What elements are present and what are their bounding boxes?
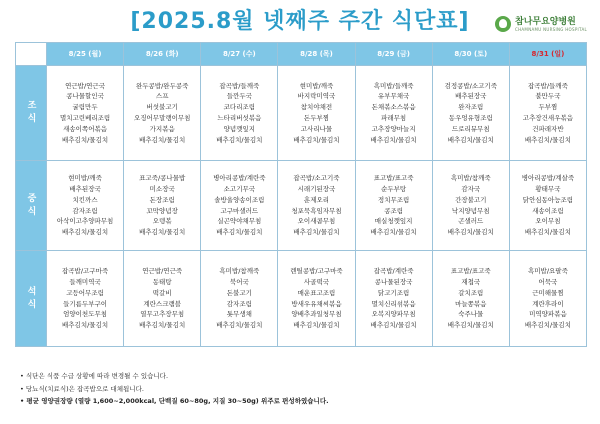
menu-item: 오이새콤무침 — [297, 217, 336, 226]
day-header-row — [16, 43, 587, 66]
menu-item: 양념깻잎지 — [223, 124, 256, 133]
day-header-sat: 8/30 (토) — [432, 43, 509, 66]
menu-cell-dinner-wed — [201, 251, 278, 347]
menu-item: 배추김치/물김치 — [524, 321, 571, 330]
menu-item: 스프 — [155, 92, 169, 101]
menu-item: 흑미밥/들깨죽 — [373, 81, 414, 90]
menu-item: 건파래자반 — [532, 124, 564, 133]
menu-item: 배추김치/물김치 — [61, 321, 109, 330]
menu-cell-breakfast-thu — [278, 66, 355, 161]
menu-item: 배추김치/물김치 — [293, 321, 340, 330]
menu-item: 고사리나물 — [300, 124, 333, 133]
menu-item: 배추김치/물김치 — [139, 135, 186, 144]
menu-item: 미역양파볶음 — [529, 310, 567, 319]
menu-item: 멸치신리섞볶음 — [371, 299, 416, 308]
meal-row-lunch — [16, 161, 587, 251]
menu-item: 솔방울양송이조림 — [214, 195, 265, 204]
menu-cell-lunch-sat — [432, 161, 509, 251]
menu-item: 돈불고기 — [226, 288, 252, 297]
table-corner — [16, 43, 47, 66]
menu-item: 배추김치/물김치 — [216, 321, 263, 330]
menu-item: 고구마샐러드 — [220, 206, 259, 215]
menu-item: 돈장조림 — [149, 195, 175, 204]
menu-item: 열무고추장무침 — [140, 310, 185, 319]
menu-item: 돈채볶소스볶음 — [371, 103, 416, 112]
menu-item: 황태무국 — [535, 184, 561, 193]
menu-item: 배추된장국 — [455, 92, 487, 101]
note-nutrition: • 평균 영양권장량 (열량 1,600~2,000kcal, 단백질 60~80g, 지질 30~50g) 위주로 편성하였습니다. — [20, 397, 329, 405]
menu-item: 고추장양마늘지 — [371, 124, 416, 133]
menu-item: 병아리콩밥/계란죽 — [213, 174, 266, 183]
menu-item: 배추김치/물김치 — [216, 228, 263, 237]
menu-item: 북어국 — [229, 277, 249, 286]
menu-item: 배추김치/물김치 — [447, 321, 494, 330]
menu-item: 콩나물된장국 — [374, 277, 413, 286]
menu-item: 검정콩밥/소고기죽 — [444, 81, 497, 90]
day-header-wed: 8/27 (수) — [201, 43, 278, 66]
menu-cell-breakfast-tue — [124, 66, 201, 161]
menu-cell-dinner-tue — [124, 251, 201, 347]
menu-item: 현미밥/깨죽 — [68, 174, 102, 183]
menu-item: 완두콩밥/완두콩죽 — [135, 81, 189, 90]
meal-label-lunch: 중식 — [16, 161, 47, 251]
day-header-thu: 8/28 (목) — [278, 43, 355, 66]
menu-cell-lunch-tue — [124, 161, 201, 251]
menu-item: 들기름두부구이 — [63, 299, 108, 308]
day-header-sun: 8/31 (일) — [509, 43, 586, 66]
menu-cell-dinner-mon — [47, 251, 124, 347]
menu-item: 오복지양파무침 — [371, 310, 416, 319]
menu-item: 배추김치/물김치 — [293, 135, 340, 144]
menu-cell-dinner-thu — [278, 251, 355, 347]
day-header-tue: 8/26 (화) — [124, 43, 201, 66]
menu-cell-breakfast-mon — [47, 66, 124, 161]
menu-item: 드로리뮤무침 — [451, 124, 490, 133]
menu-item: 새송이쪽어볶음 — [63, 124, 108, 133]
menu-item: 오뎅볶 — [152, 217, 172, 226]
meal-label-dinner: 석식 — [16, 251, 47, 347]
notes — [20, 370, 329, 408]
menu-cell-dinner-sat — [432, 251, 509, 347]
menu-item: 배추김치/물김치 — [370, 135, 417, 144]
menu-item: 숙주나물 — [458, 310, 484, 319]
note-diabetic: • 당뇨식(치료식)은 잡곡밥으로 대체됩니다. — [20, 384, 144, 393]
menu-item: 닭안심동아능조림 — [522, 195, 574, 204]
menu-item: 돈두부찜 — [303, 114, 330, 122]
menu-item: 사골떡국 — [303, 277, 330, 286]
day-header-mon: 8/25 (월) — [47, 43, 124, 66]
menu-item: 가지볶음 — [149, 124, 175, 133]
menu-item: 재첩국 — [461, 277, 481, 286]
menu-item: 연근밥/연근국 — [65, 81, 105, 90]
menu-item: 아삭이고추양파무침 — [56, 217, 114, 226]
menu-item: 들깐두국 — [226, 92, 252, 101]
logo-name: 참나무요양병원 — [515, 16, 576, 27]
menu-item: 배추김치/물김치 — [216, 135, 263, 144]
menu-item: 양배추과일청무침 — [291, 310, 342, 319]
menu-item: 배추김치/물김치 — [370, 228, 417, 237]
menu-cell-dinner-fri — [355, 251, 432, 347]
menu-item: 청포묵흑임자무침 — [291, 206, 342, 215]
menu-item: 꼬막양념장 — [146, 206, 178, 215]
menu-item: 배추김치/물김치 — [524, 135, 571, 144]
menu-item: 연근밥/연근죽 — [142, 267, 183, 276]
menu-item: 표고밥/표고죽 — [373, 174, 414, 183]
menu-item: 잡곡밥/고구마죽 — [61, 267, 109, 276]
menu-item: 갈치조림 — [458, 288, 484, 297]
menu-item: 병아리콩밥/계살죽 — [521, 174, 575, 183]
menu-item: 감자조림 — [72, 206, 98, 215]
menu-item: 버섯불고기 — [146, 103, 178, 112]
menu-item: 감자국 — [461, 184, 481, 193]
menu-item: 흑미밥/참깨죽 — [219, 267, 260, 276]
logo-subtitle: CHAMNAMU NURSING HOSPITAL — [515, 26, 588, 32]
day-header-fri: 8/29 (금) — [355, 43, 432, 66]
acorn-leaf-icon — [495, 16, 511, 32]
menu-item: 바지락미역국 — [297, 92, 336, 101]
menu-item: 배추김치/물김치 — [293, 228, 340, 237]
menu-item: 근미해물찜 — [532, 288, 564, 297]
menu-item: 톳무생채 — [226, 310, 252, 319]
menu-item: 흑미밥/참깨죽 — [450, 174, 491, 183]
menu-cell-breakfast-fri — [355, 66, 432, 161]
menu-item: 미소장국 — [149, 184, 175, 193]
menu-cell-lunch-mon — [47, 161, 124, 251]
menu-cell-dinner-sun — [509, 251, 586, 347]
menu-item: 배추김치/물김치 — [139, 228, 186, 237]
menu-item: 치킨까스 — [72, 195, 98, 204]
menu-item: 배추김치/물김치 — [447, 228, 494, 237]
menu-item: 고등어무조림 — [66, 288, 104, 297]
menu-item: 마늘쫑볶음 — [455, 299, 487, 308]
menu-item: 매실청깻잎지 — [374, 217, 413, 226]
menu-item: 순두부탕 — [381, 184, 407, 193]
menu-cell-lunch-sun — [509, 161, 586, 251]
menu-item: 현미밥/깨죽 — [299, 81, 334, 90]
menu-item: 실곤약야채무침 — [217, 217, 262, 226]
menu-item: 코다리조림 — [223, 103, 256, 112]
menu-item: 동우엉유형조림 — [448, 114, 493, 122]
meal-row-breakfast — [16, 66, 587, 161]
menu-item: 배추김치/물김치 — [447, 135, 494, 144]
menu-item: 배추김치/물김치 — [61, 135, 109, 144]
weekly-menu-table — [15, 42, 587, 347]
menu-item: 배추김치/물김치 — [61, 228, 109, 237]
menu-cell-breakfast-sun — [509, 66, 586, 161]
menu-item: 잡곡밥/들깨죽 — [219, 81, 260, 90]
menu-cell-lunch-wed — [201, 161, 278, 251]
menu-item: 콩나물할인국 — [66, 92, 104, 101]
menu-item: 엄양이천도무침 — [63, 310, 108, 319]
menu-item: 매운표고조림 — [297, 288, 336, 297]
menu-item: 시래기된장국 — [297, 184, 336, 193]
menu-item: 훈제오리 — [303, 195, 330, 204]
menu-item: 잡곡밥/계란죽 — [373, 267, 414, 276]
menu-item: 두부찜 — [538, 103, 558, 112]
menu-item: 파래무침 — [381, 114, 407, 122]
menu-item: 곤샐러드 — [458, 217, 484, 226]
menu-item: 새송이조림 — [532, 206, 564, 215]
menu-item: 배추김치/물김치 — [524, 228, 571, 237]
menu-item: 콩조림 — [384, 206, 404, 215]
menu-item: 계란스크램블 — [143, 299, 182, 308]
menu-item: 참치야채전 — [300, 103, 333, 112]
menu-item: 렌틸콩밥/고구마죽 — [290, 267, 343, 276]
menu-item: 멸치고린베리조림 — [59, 114, 111, 122]
menu-item: 들깨미역국 — [69, 277, 101, 286]
menu-item: 낙지양념무침 — [451, 206, 490, 215]
menu-item: 오징어무말랭이무침 — [133, 114, 191, 122]
menu-item: 고추장건새우볶음 — [522, 114, 574, 122]
menu-cell-breakfast-wed — [201, 66, 278, 161]
menu-item: 완자조림 — [458, 103, 484, 112]
meal-label-breakfast: 조식 — [16, 66, 47, 161]
menu-item: 배추김치/물김치 — [370, 321, 417, 330]
menu-cell-breakfast-sat — [432, 66, 509, 161]
menu-item: 표고죽/콩나물밥 — [139, 174, 186, 183]
menu-item: 계란후라이 — [532, 299, 564, 308]
menu-item: 느타리버섯볶음 — [217, 114, 262, 122]
menu-item: 오이무침 — [535, 217, 561, 226]
menu-item: 잡곡밥/들깨죽 — [527, 81, 568, 90]
menu-item: 흑미밥/요팔죽 — [527, 267, 568, 276]
menu-item: 배추된장국 — [69, 184, 101, 193]
menu-item: 불만두국 — [535, 92, 561, 101]
page-title: [2025.8월 넷째주 주간 식단표] — [130, 9, 470, 34]
meal-row-dinner — [16, 251, 587, 347]
menu-item: 떡갈비 — [152, 288, 172, 297]
menu-item: 동태탕 — [152, 277, 172, 286]
menu-item: 정치무조림 — [377, 195, 410, 204]
menu-item: 굴림만두 — [72, 103, 98, 112]
hospital-logo — [495, 16, 587, 32]
menu-item: 어묵국 — [538, 277, 558, 286]
menu-item: 감자조림 — [226, 299, 252, 308]
menu-item: 간장불고기 — [455, 195, 487, 204]
menu-item: 표고밥/표고죽 — [450, 267, 491, 276]
menu-item: 배추김치/물김치 — [139, 321, 186, 330]
menu-item: 방새우유채씨볶음 — [291, 299, 342, 308]
note-menu-change: • 식단은 식품 수급 상황에 따라 변경될 수 있습니다. — [20, 372, 169, 380]
menu-item: 잡곡밥/소고기죽 — [293, 174, 340, 183]
menu-item: 소고기무국 — [223, 184, 256, 193]
menu-item: 닭고기조림 — [377, 288, 410, 297]
menu-item: 유부무채국 — [377, 92, 410, 101]
menu-cell-lunch-thu — [278, 161, 355, 251]
menu-cell-lunch-fri — [355, 161, 432, 251]
